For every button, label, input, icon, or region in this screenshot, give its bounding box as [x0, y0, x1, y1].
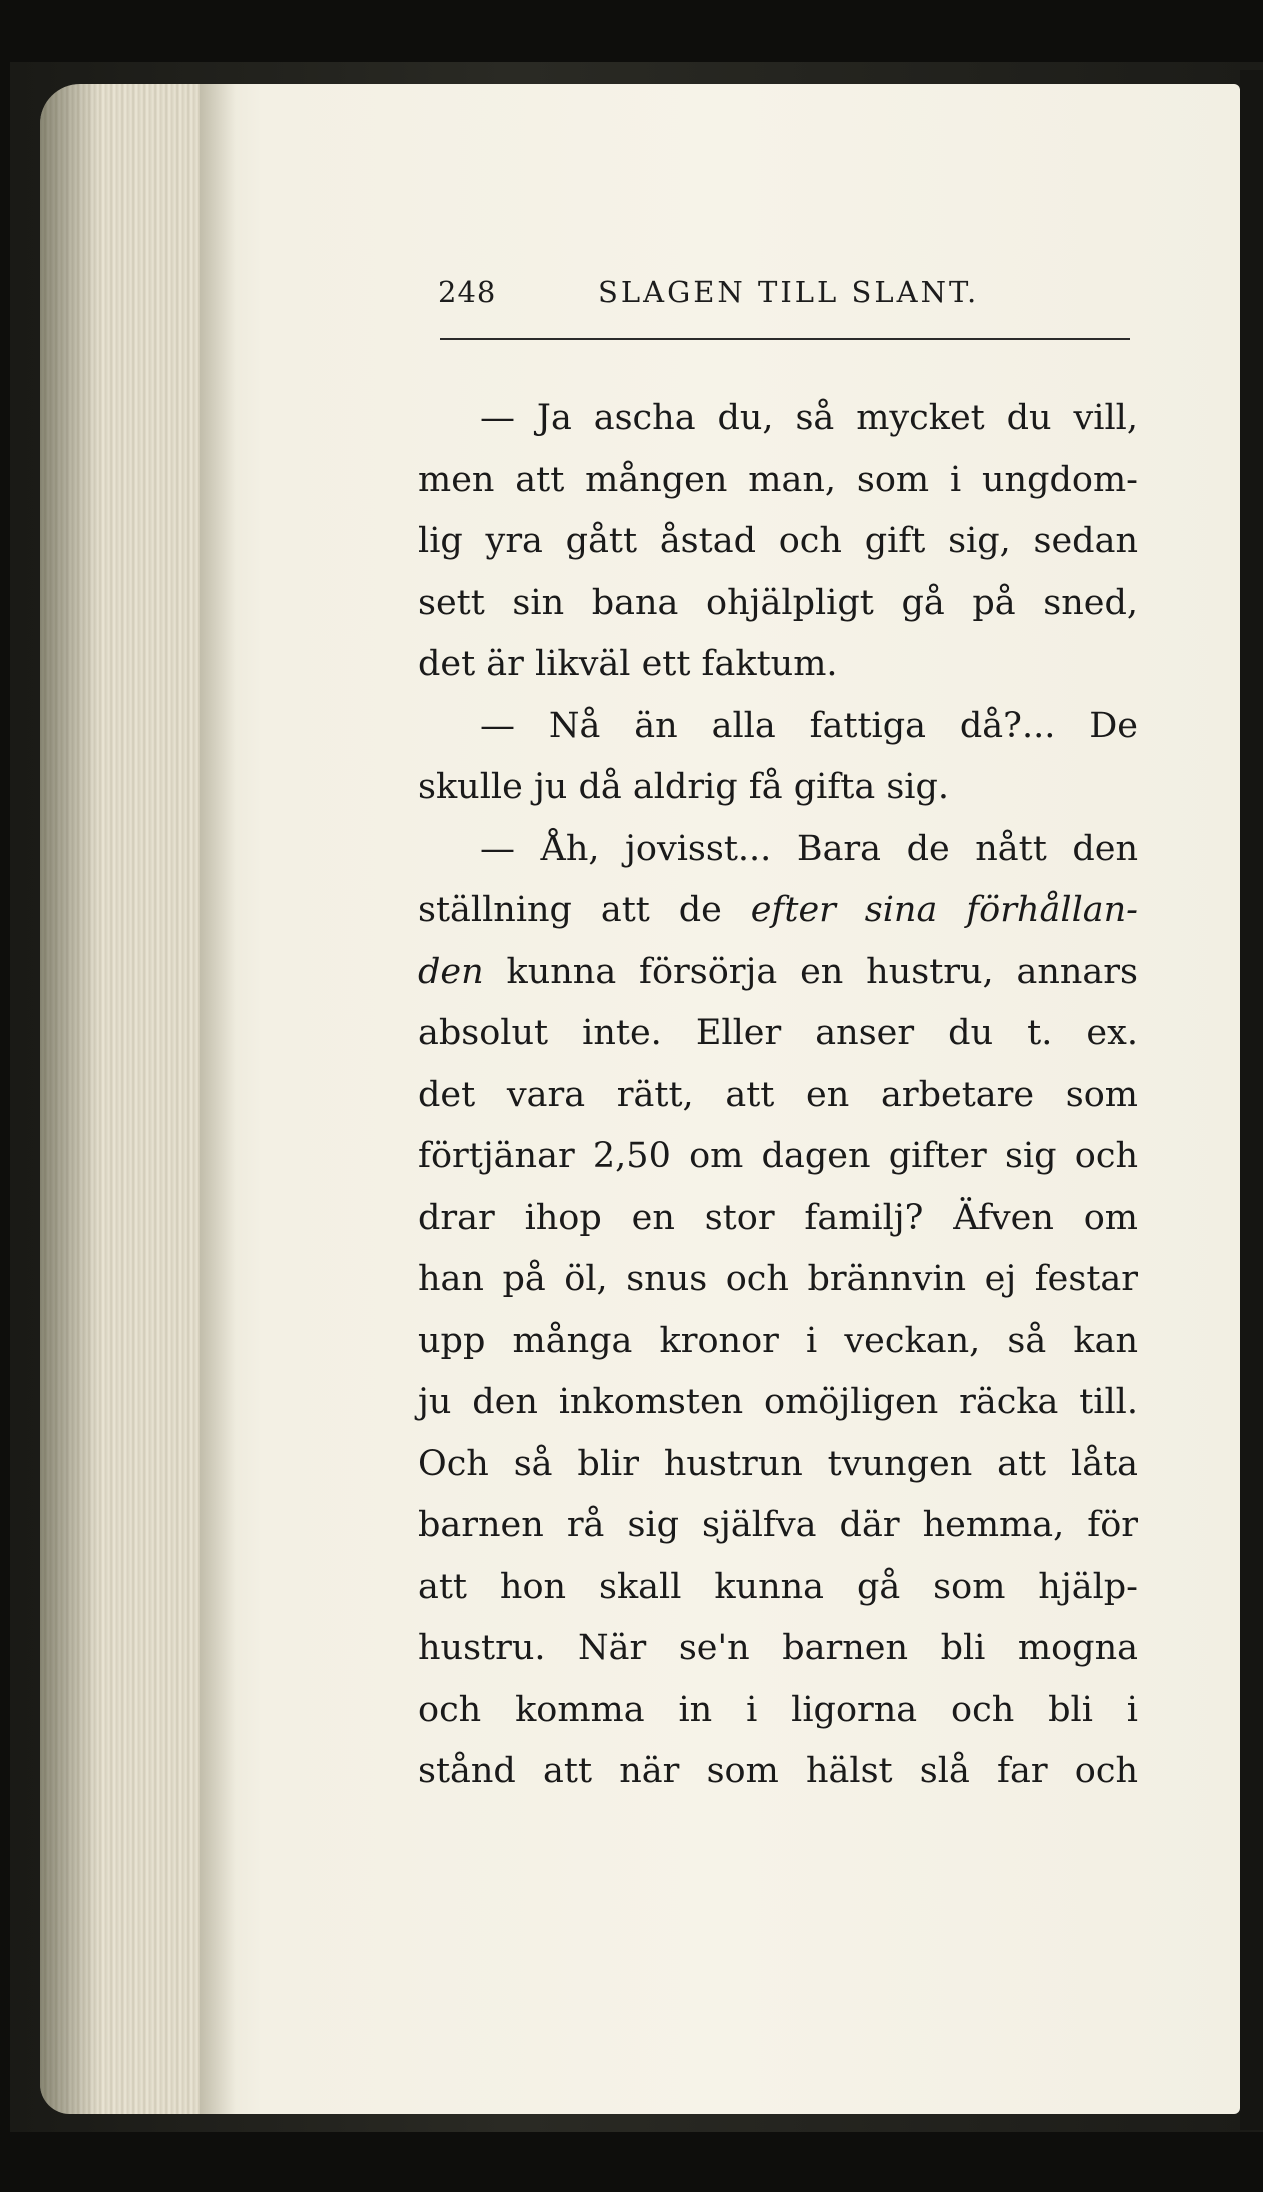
- text-line: att hon skall kunna gå som hjälp-: [418, 1566, 1138, 1607]
- text-line: hustru. När se'n barnen bli mogna: [418, 1628, 1138, 1668]
- gutter-shadow: [200, 84, 236, 2114]
- running-title: SLAGEN TILL SLANT.: [598, 275, 980, 309]
- italic-text-run: efter sina förhållan-: [750, 890, 1139, 930]
- text-line: och komma in i ligorna och bli i: [418, 1689, 1138, 1730]
- running-head: [438, 275, 1138, 325]
- book-cover-edge: [1240, 70, 1263, 2130]
- text-line: skulle ju då aldrig få gifta sig.: [418, 767, 950, 807]
- text-line: det är likväl ett faktum.: [418, 644, 838, 684]
- text-line: Och så blir hustrun tvungen att låta: [418, 1443, 1138, 1484]
- text-line: sett sin bana ohjälpligt gå på sned,: [418, 582, 1138, 623]
- text-line: absolut inte. Eller anser du t. ex.: [418, 1013, 1138, 1053]
- header-rule: [440, 338, 1130, 340]
- italic-text-run: den: [418, 951, 484, 992]
- text-run: kunna försörja en hustru, annars: [483, 951, 1138, 992]
- text-line: [418, 942, 1138, 1004]
- text-line: det vara rätt, att en arbetare som: [418, 1074, 1138, 1115]
- page-edges: [40, 84, 220, 2114]
- text-line: men att mången man, som i ungdom-: [418, 459, 1138, 500]
- text-line: barnen rå sig själfva där hemma, för: [418, 1505, 1138, 1545]
- page-number: 248: [438, 275, 497, 309]
- text-line: — Ja ascha du, så mycket du vill,: [480, 398, 1138, 438]
- text-line: [418, 880, 1138, 942]
- text-line: drar ihop en stor familj? Äfven om: [418, 1197, 1138, 1238]
- body-text: [418, 388, 1138, 1803]
- text-line: ju den inkomsten omöjligen räcka till.: [418, 1382, 1138, 1422]
- text-line: förtjänar 2,50 om dagen gifter sig och: [418, 1136, 1138, 1176]
- text-line: — Nå än alla fattiga då?... De: [480, 705, 1138, 746]
- text-line: han på öl, snus och brännvin ej festar: [418, 1259, 1138, 1299]
- text-line: — Åh, jovisst... Bara de nått den: [480, 828, 1138, 869]
- text-line: lig yra gått åstad och gift sig, sedan: [418, 521, 1138, 561]
- text-line: stånd att när som hälst slå far och: [418, 1751, 1138, 1791]
- text-line: upp många kronor i veckan, så kan: [418, 1320, 1138, 1361]
- text-run: ställning att de: [418, 890, 751, 930]
